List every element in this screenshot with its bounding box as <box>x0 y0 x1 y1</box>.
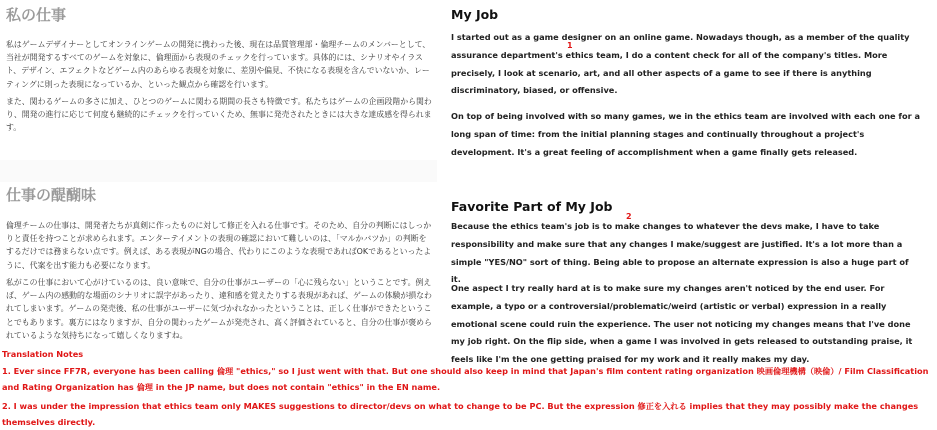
japanese-column <box>0 0 437 350</box>
jp-paragraph-2: また、関わるゲームの多さに加え、ひとつのゲームに関わる期間の長さも特徴です。私たちはゲームの企画段階から関わり、開発の進行に応じて何度も継続的にチェックを行っていくため、無事に発売されたときには大きな達成感を得られます。 <box>6 97 432 133</box>
translation-note-1: 1. Ever since FF7R, everyone has been calling 倫理 "ethics," so I just went with that. But one should also keep in mind that Japan's film content rating organization 映画倫理機構（映倫）/ Film Classification and Rating Organization has 倫理 in the JP name, but does not contain "ethics" in the EN name. <box>2 366 929 392</box>
translation-note-2: 2. I was under the impression that ethics team only MAKES suggestions to director/devs on what to change to be PC. But the expression 修正を入れる implies that they may possibly make the changes themselves directly. <box>2 401 919 427</box>
jp-paragraph-3: 倫理チームの仕事は、開発者たちが真剣に作ったものに対して修正を入れる仕事です。そのため、自分の判断にはしっかりと責任を持つことが求められます。エンターテイメントの表現の確認において難しいのは、「マルかバツか」の判断をするだけでは務まらない点です。例えば、ある表現がNGの場合、代わりにこのような表現であればOKであるといったように、代案を出す能力も必要になります。 <box>6 221 432 270</box>
footnote-marker-1: 1 <box>567 41 573 50</box>
jp-heading-my-job: 私の仕事 <box>6 6 67 24</box>
jp-paragraph-4: 私がこの仕事において心がけているのは、良い意味で、自分の仕事がユーザーの「心に残らない」ということです。例えば、ゲーム内の感動的な場面のシナリオに誤字があったり、違和感を覚えたりする表現があれば、ゲームの体験が損なわれてしまいます。ゲームの発売後、私の仕事がユーザーに気づかれなかったということは、正しく仕事ができたということでもあります。裏方にはなりますが、自分の関わったゲームが発売され、高く評価されていると、自分の仕事が褒められているような気持ちになって嬉しくなりますね。 <box>6 278 432 340</box>
jp-paragraph-1: 私はゲームデザイナーとしてオンラインゲームの開発に携わった後、現在は品質管理部・倫理チームのメンバーとして、当社が開発するすべてのゲームを対象に、倫理面から表現のチェックを行っています。具体的には、シナリオやイラスト、デザイン、エフェクトなどゲーム内のあらゆる表現を対象に、差別や偏見、不快になる表現を含んでいないか、レーティングに則った表現になっているか、といった観点から確認を行います。 <box>6 40 431 89</box>
divider-band <box>0 160 437 182</box>
english-column <box>448 0 934 365</box>
en-paragraph-3: Because the ethics team's job is to make changes to whatever the devs make, I have to take responsibility and make sure that any changes I make/suggest are justified. It's a lot more than a simple "YES/NO" sort of thing. Being able to propose an alternate expression is also a huge part of it. <box>451 221 909 285</box>
en-heading-favorite: Favorite Part of My Job <box>451 199 613 214</box>
jp-heading-favorite: 仕事の醍醐味 <box>6 186 97 204</box>
en-paragraph-1: I started out as a game designer on an online game. Nowadays though, as a member of the quality assurance department's ethics team, I do a content check for all of the company's titles. More precisely, I look at scenario, art, and all other aspects of a game to see if there is anything discriminatory, biased, or offensive. <box>451 32 910 96</box>
en-heading-my-job: My Job <box>451 7 499 22</box>
notes-title: Translation Notes <box>2 349 84 359</box>
en-paragraph-4: One aspect I try really hard at is to make sure my changes aren't noticed by the end user. For example, a typo or a controversial/problematic/weird (artistic or verbal) expression in a really emotional scene could ruin the experience. The user not noticing my changes means that I've done my job right. On the flip side, when a game I was involved in gets released to outstanding praise, it feels like I'm the one getting praised for my work and it really makes my day. <box>451 283 913 365</box>
en-paragraph-2: On top of being involved with so many games, we in the ethics team are involved with each one for a long span of time: from the initial planning stages and continually throughout a project's development. It's a great feeling of accomplishment when a game finally gets released. <box>451 111 921 157</box>
footnote-marker-2: 2 <box>626 212 632 221</box>
